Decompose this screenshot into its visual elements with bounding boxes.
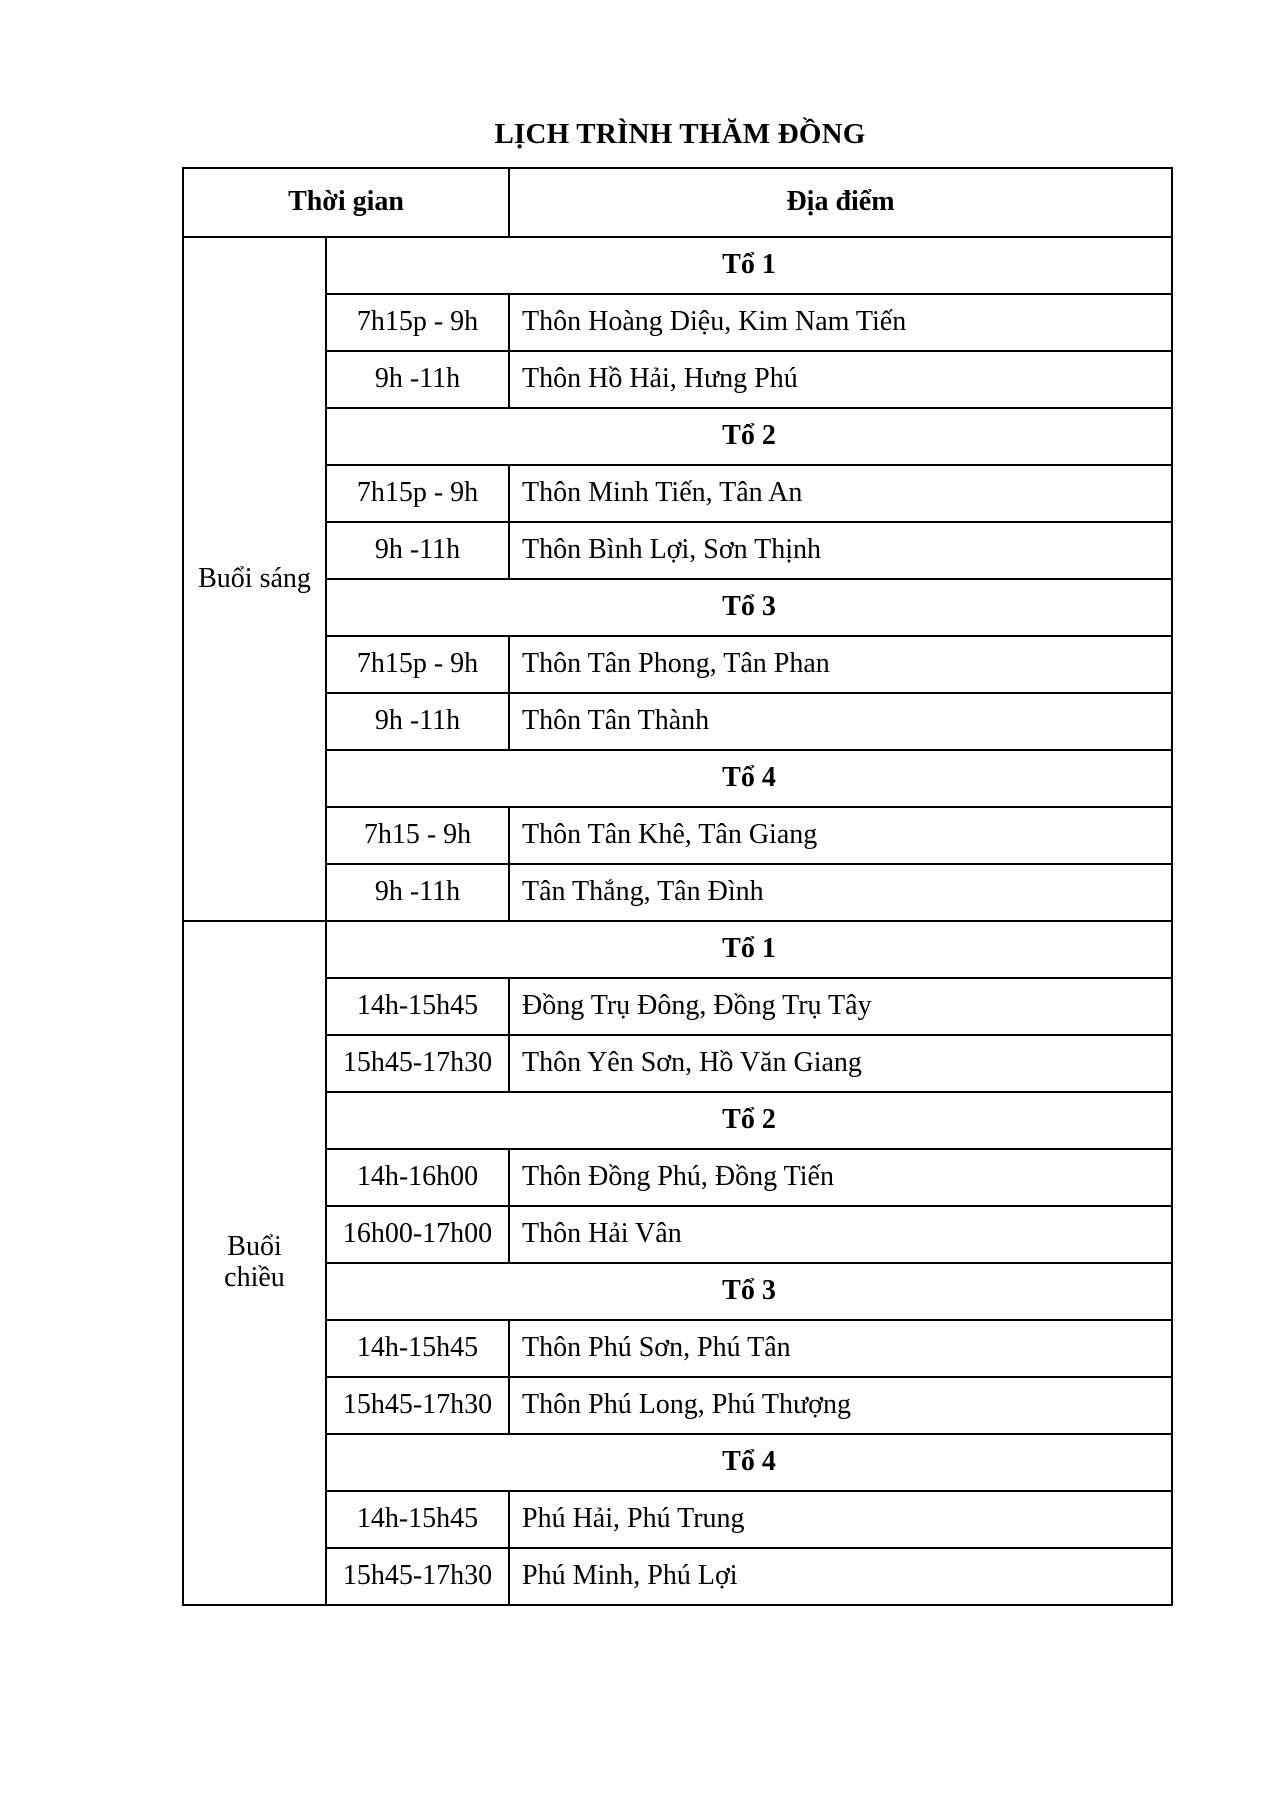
session-afternoon-line2: chiều (224, 1262, 285, 1293)
place-cell: Thôn Hoàng Diệu, Kim Nam Tiến (509, 294, 1172, 351)
group-row (183, 237, 1172, 294)
group-title: Tổ 4 (326, 1434, 1172, 1491)
time-cell: 9h -11h (326, 522, 509, 579)
place-cell: Thôn Minh Tiến, Tân An (509, 465, 1172, 522)
time-cell: 7h15p - 9h (326, 294, 509, 351)
place-cell: Phú Minh, Phú Lợi (509, 1548, 1172, 1605)
time-cell: 9h -11h (326, 351, 509, 408)
group-row (183, 921, 1172, 978)
place-cell: Phú Hải, Phú Trung (509, 1491, 1172, 1548)
place-cell: Thôn Đồng Phú, Đồng Tiến (509, 1149, 1172, 1206)
time-cell: 14h-15h45 (326, 978, 509, 1035)
table-row (183, 636, 1172, 693)
table-row (183, 864, 1172, 921)
table-row (183, 1491, 1172, 1548)
place-cell: Thôn Phú Long, Phú Thượng (509, 1377, 1172, 1434)
table-row (183, 294, 1172, 351)
group-row (183, 579, 1172, 636)
table-row (183, 978, 1172, 1035)
time-cell: 15h45-17h30 (326, 1377, 509, 1434)
table-row (183, 1377, 1172, 1434)
time-cell: 15h45-17h30 (326, 1035, 509, 1092)
group-title: Tổ 1 (326, 921, 1172, 978)
group-title: Tổ 3 (326, 1263, 1172, 1320)
place-cell: Thôn Bình Lợi, Sơn Thịnh (509, 522, 1172, 579)
place-cell: Thôn Tân Phong, Tân Phan (509, 636, 1172, 693)
table-row (183, 351, 1172, 408)
place-cell: Thôn Hồ Hải, Hưng Phú (509, 351, 1172, 408)
place-cell: Thôn Tân Khê, Tân Giang (509, 807, 1172, 864)
place-cell: Thôn Yên Sơn, Hồ Văn Giang (509, 1035, 1172, 1092)
time-cell: 14h-15h45 (326, 1320, 509, 1377)
group-row (183, 1263, 1172, 1320)
place-cell: Thôn Hải Vân (509, 1206, 1172, 1263)
table-row (183, 807, 1172, 864)
table-row (183, 1206, 1172, 1263)
time-cell: 7h15 - 9h (326, 807, 509, 864)
table-row (183, 465, 1172, 522)
table-row (183, 522, 1172, 579)
time-cell: 14h-15h45 (326, 1491, 509, 1548)
table-header-row (183, 168, 1172, 237)
place-cell: Tân Thắng, Tân Đình (509, 864, 1172, 921)
table-row (183, 693, 1172, 750)
time-cell: 7h15p - 9h (326, 636, 509, 693)
table-row (183, 1320, 1172, 1377)
group-row (183, 408, 1172, 465)
group-row (183, 750, 1172, 807)
time-cell: 14h-16h00 (326, 1149, 509, 1206)
time-cell: 16h00-17h00 (326, 1206, 509, 1263)
group-title: Tổ 2 (326, 408, 1172, 465)
place-cell: Thôn Tân Thành (509, 693, 1172, 750)
place-cell: Thôn Phú Sơn, Phú Tân (509, 1320, 1172, 1377)
time-cell: 9h -11h (326, 864, 509, 921)
group-title: Tổ 1 (326, 237, 1172, 294)
document-title: LỊCH TRÌNH THĂM ĐỒNG (494, 118, 866, 150)
header-time: Thời gian (183, 168, 509, 237)
session-morning-label: Buổi sáng (183, 237, 326, 921)
group-row (183, 1092, 1172, 1149)
table-row (183, 1149, 1172, 1206)
table-row (183, 1035, 1172, 1092)
time-cell: 9h -11h (326, 693, 509, 750)
group-title: Tổ 4 (326, 750, 1172, 807)
session-afternoon-label (183, 921, 326, 1605)
time-cell: 15h45-17h30 (326, 1548, 509, 1605)
group-row (183, 1434, 1172, 1491)
place-cell: Đồng Trụ Đông, Đồng Trụ Tây (509, 978, 1172, 1035)
table-row (183, 1548, 1172, 1605)
group-title: Tổ 3 (326, 579, 1172, 636)
session-afternoon-line1: Buổi (227, 1231, 282, 1263)
time-cell: 7h15p - 9h (326, 465, 509, 522)
schedule-table (182, 167, 1173, 1606)
group-title: Tổ 2 (326, 1092, 1172, 1149)
header-place: Địa điểm (509, 168, 1172, 237)
